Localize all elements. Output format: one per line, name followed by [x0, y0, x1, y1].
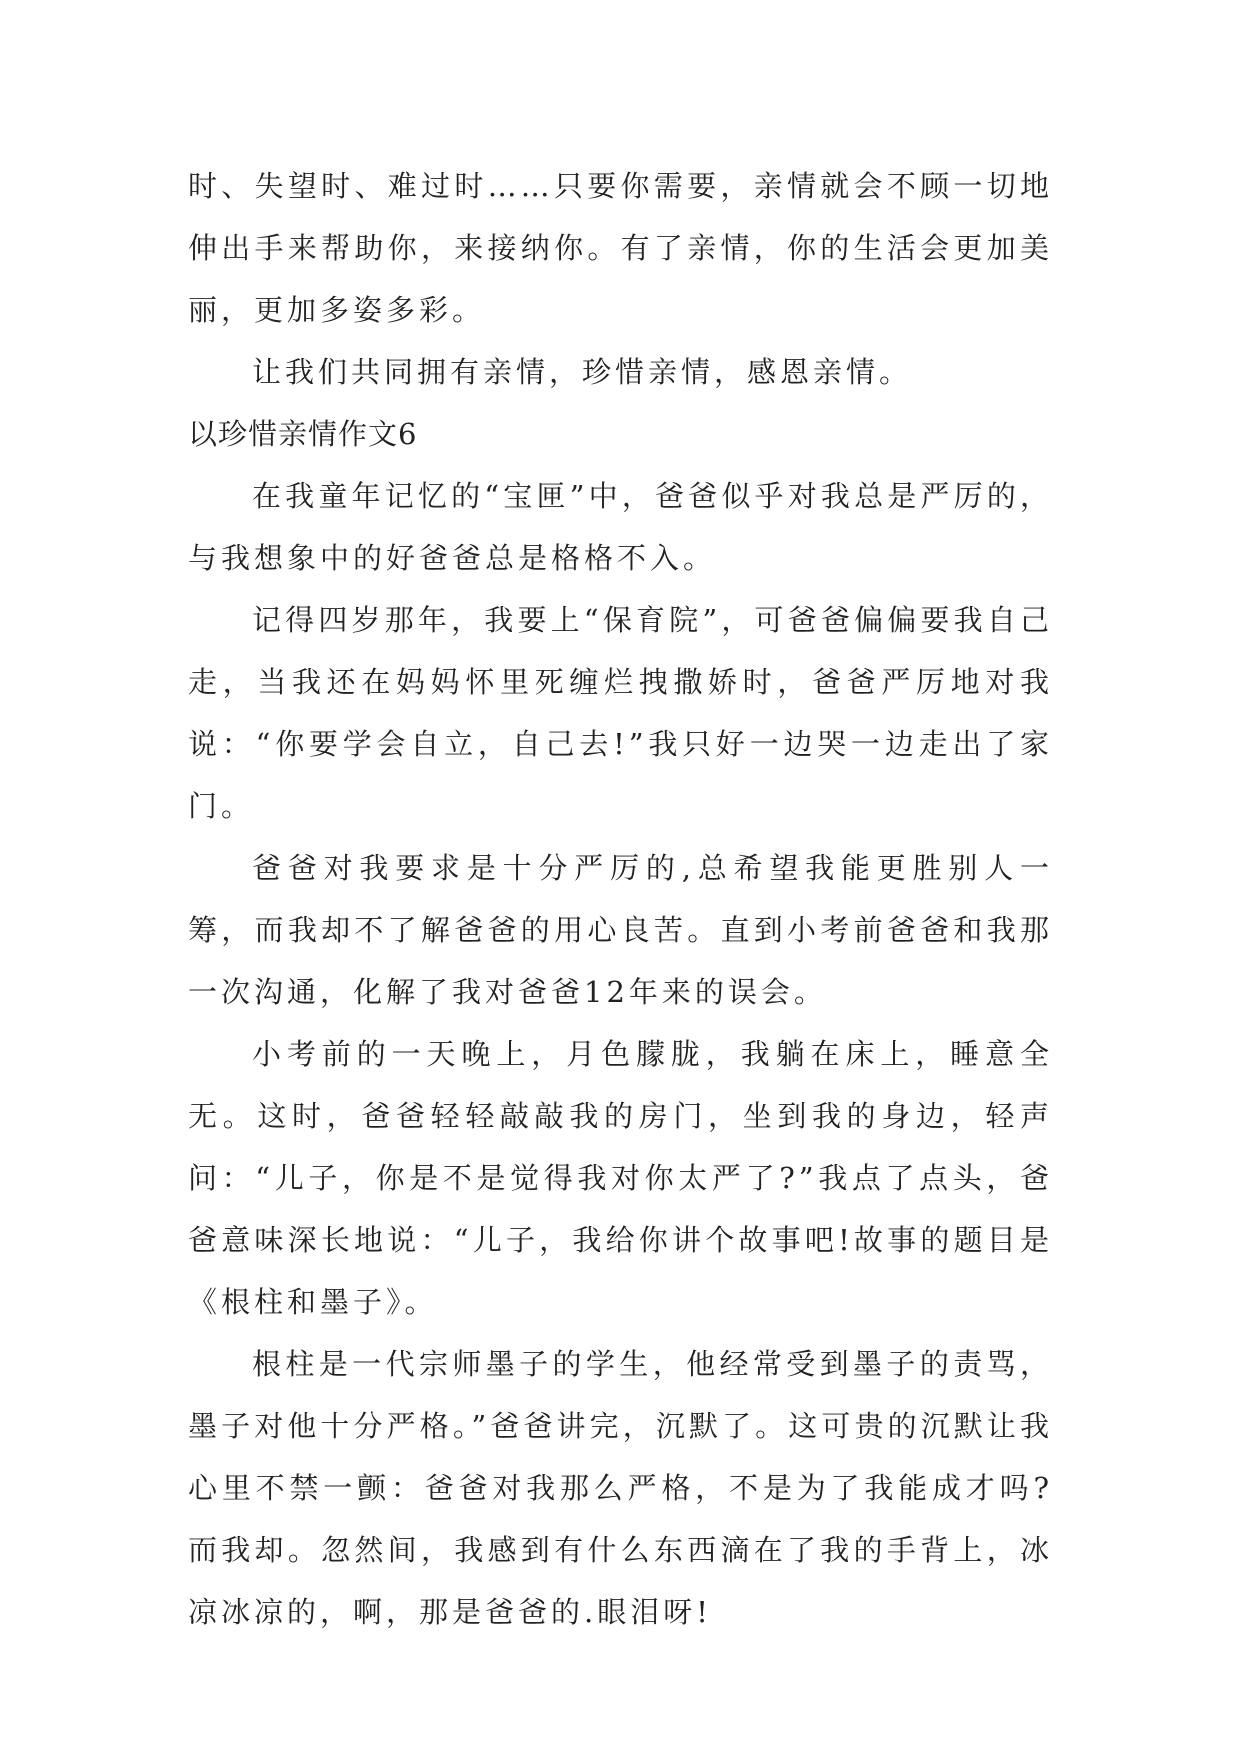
paragraph: 时、失望时、难过时……只要你需要，亲情就会不顾一切地伸出手来帮助你，来接纳你。有了亲情，你的生活会更加美丽，更加多姿多彩。	[188, 169, 1053, 327]
paragraph: 在我童年记忆的“宝匣”中，爸爸似乎对我总是严厉的，与我想象中的好爸爸总是格格不入。	[188, 479, 1053, 575]
paragraph: 小考前的一天晚上，月色朦胧，我躺在床上，睡意全无。这时，爸爸轻轻敲敲我的房门，坐到我的身边，轻声问：“儿子，你是不是觉得我对你太严了?”我点了点头，爸爸意味深长地说：“儿子，我给你讲个故事吧!故事的题目是《根柱和墨子》。	[188, 1037, 1053, 1319]
paragraph: 记得四岁那年，我要上“保育院”，可爸爸偏偏要我自己走，当我还在妈妈怀里死缠烂拽撒娇时，爸爸严厉地对我说：“你要学会自立，自己去!”我只好一边哭一边走出了家门。	[188, 603, 1053, 823]
paragraph: 让我们共同拥有亲情，珍惜亲情，感恩亲情。	[252, 355, 913, 389]
document-body	[188, 155, 1053, 1643]
section-title: 以珍惜亲情作文6	[188, 417, 418, 451]
paragraph: 根柱是一代宗师墨子的学生，他经常受到墨子的责骂，墨子对他十分严格。”爸爸讲完，沉默了。这可贵的沉默让我心里不禁一颤：爸爸对我那么严格，不是为了我能成才吗?而我却。忽然间，我感到有什么东西滴在了我的手背上，冰凉冰凉的，啊，那是爸爸的.眼泪呀!	[188, 1347, 1053, 1629]
paragraph: 爸爸对我要求是十分严厉的,总希望我能更胜别人一筹，而我却不了解爸爸的用心良苦。直到小考前爸爸和我那一次沟通，化解了我对爸爸12年来的误会。	[188, 851, 1053, 1009]
